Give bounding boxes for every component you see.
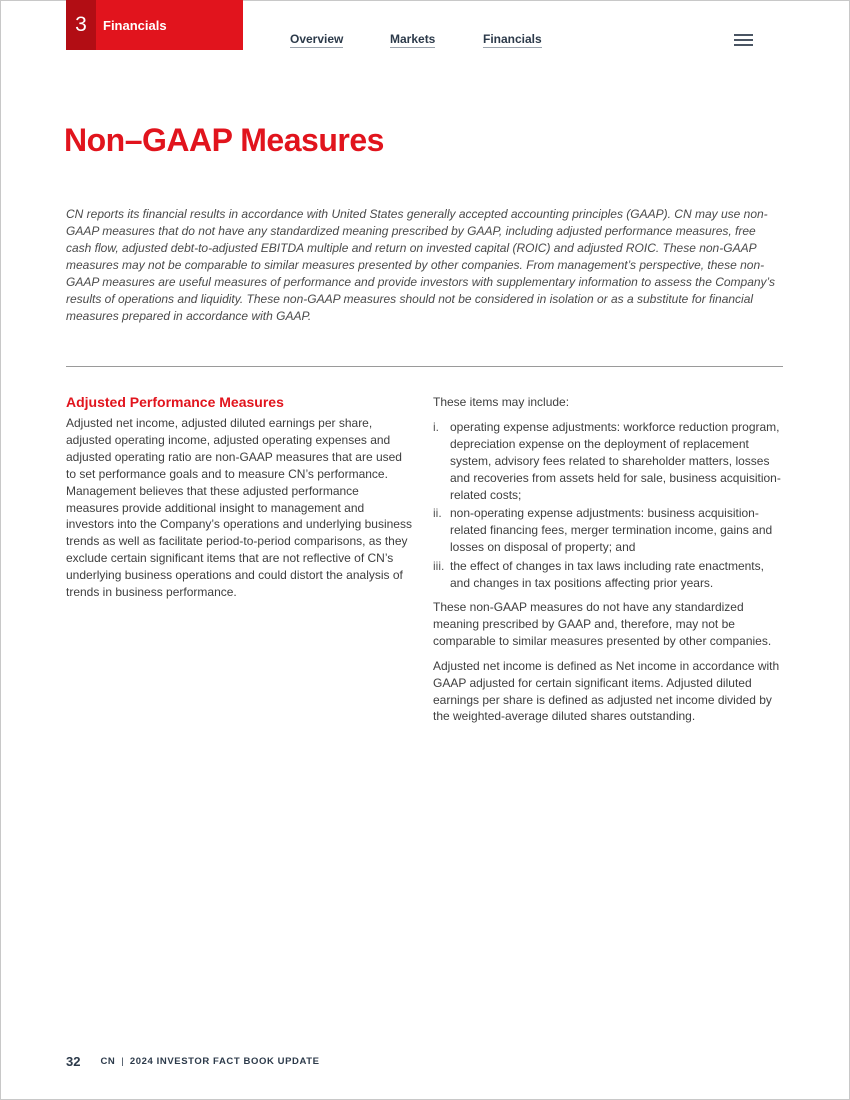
adjusted-performance-heading: Adjusted Performance Measures bbox=[66, 394, 284, 410]
section-tab[interactable] bbox=[66, 0, 243, 50]
list-marker: iii. bbox=[433, 559, 445, 574]
page-footer bbox=[66, 1054, 320, 1069]
intro-paragraph: CN reports its financial results in accordance with United States generally accepted accounting principles (GAAP). CN may use non-GAAP measures that do not have any standardized meaning prescribed by GAAP, including adjusted performance measures, free cash flow, adjusted debt-to-adjusted EBITDA multiple and return on invested capital (ROIC) and adjusted ROIC. These non-GAAP measures may not be comparable to similar measures presented by other companies. From management’s perspective, these non-GAAP measures are useful measures of performance and provide investors with supplementary information to assess the Company’s results of operations and liquidity. These non-GAAP measures should not be considered in isolation or as a substitute for financial measures prepared in accordance with GAAP. bbox=[66, 207, 776, 323]
page-title: Non–GAAP Measures bbox=[64, 122, 384, 158]
list-marker: i. bbox=[433, 419, 439, 434]
list-item bbox=[433, 505, 785, 556]
footer-document-title: 2024 INVESTOR FACT BOOK UPDATE bbox=[129, 1056, 320, 1067]
list-item-text: the effect of changes in tax laws including rate enactments, and changes in tax positions affecting prior years. bbox=[450, 559, 764, 591]
list-item-text: operating expense adjustments: workforce reduction program, depreciation expense on the deployment of replacement system, advisory fees related to shareholder matters, losses and recoveries from assets held for sale, business acquisition-related costs; bbox=[450, 419, 781, 502]
section-name: Financials bbox=[103, 17, 167, 33]
list-item-text: non-operating expense adjustments: business acquisition-related financing fees, merger termination income, gains and losses on disposal of property; and bbox=[450, 506, 773, 555]
standardized-meaning-paragraph: These non-GAAP measures do not have any standardized meaning prescribed by GAAP and, therefore, may not be comparable to similar measures presented by other companies. bbox=[433, 599, 772, 648]
section-number: 3 bbox=[66, 0, 96, 50]
adjusted-net-income-paragraph: Adjusted net income is defined as Net income in accordance with GAAP adjusted for certain significant items. Adjusted diluted earnings per share is defined as adjusted net income divided by the weighted-average diluted shares outstanding. bbox=[433, 658, 780, 724]
footer-separator: | bbox=[121, 1056, 124, 1067]
adjusted-performance-body: Adjusted net income, adjusted diluted earnings per share, adjusted operating income, adjusted operating expenses and adjusted operating ratio are non-GAAP measures that are used to set performance goals and to measure CN’s performance. Management believes that these adjusted performance measures provide additional insight to management and investors into the Company’s operations and underlying business trends as well as facilitate period-to-period comparisons, as they exclude certain significant items that are not reflective of CN’s underlying business operations and could distort the analysis of trends in business performance. bbox=[66, 416, 412, 600]
nav-link-markets[interactable]: Markets bbox=[390, 32, 436, 46]
nav-link-overview[interactable]: Overview bbox=[290, 32, 344, 46]
hamburger-menu-icon[interactable] bbox=[734, 34, 753, 46]
list-item bbox=[433, 419, 785, 504]
right-column bbox=[433, 394, 785, 733]
footer-brand: CN bbox=[100, 1056, 116, 1067]
page-number: 32 bbox=[66, 1054, 81, 1069]
left-column bbox=[66, 394, 412, 601]
items-list bbox=[433, 419, 785, 592]
nav-link-financials[interactable]: Financials bbox=[483, 32, 542, 46]
list-item bbox=[433, 558, 785, 592]
items-lead: These items may include: bbox=[433, 395, 570, 409]
list-marker: ii. bbox=[433, 506, 442, 521]
section-divider bbox=[66, 366, 783, 367]
